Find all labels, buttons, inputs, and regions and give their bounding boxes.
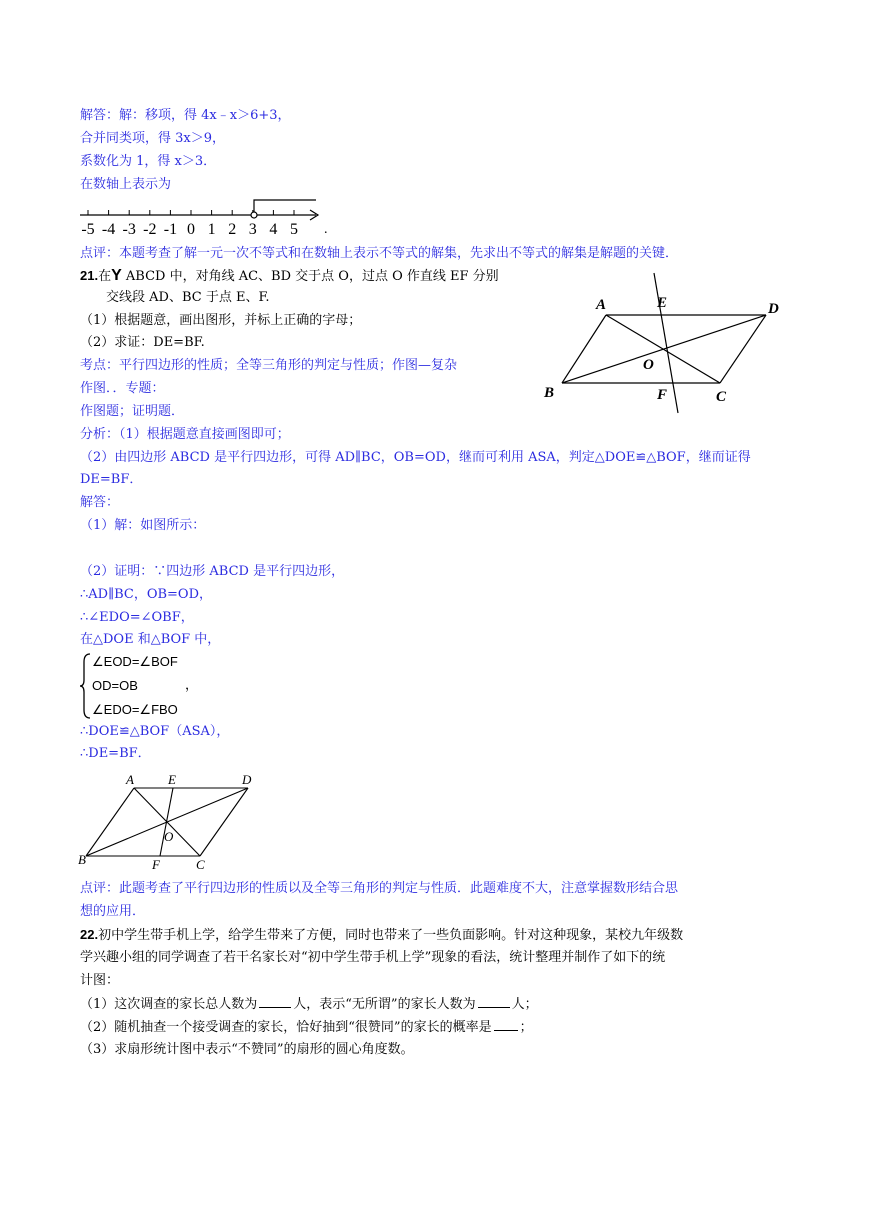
q21-analysis-2: （2）由四边形 ABCD 是平行四边形，可得 AD∥BC，OB=OD，继而可利用 ASA，判定△DOE≌△BOF，继而证得 bbox=[80, 450, 751, 465]
solution-line-3: 系数化为 1，得 x＞3． bbox=[80, 154, 217, 169]
q21-analysis-1: 分析：（1）根据题意直接画图即可； bbox=[80, 427, 290, 442]
q22-line-3: 计图： bbox=[80, 973, 120, 988]
parallelogram-figure-answer bbox=[76, 770, 266, 875]
equation-row-3: ∠EDO=∠FBO bbox=[92, 702, 178, 717]
parallelogram-figure-question bbox=[540, 265, 800, 415]
q21-zhuanti: 作图题；证明题． bbox=[80, 404, 185, 419]
q21-line-1 bbox=[80, 267, 499, 286]
label-F: F bbox=[657, 387, 668, 403]
q21-answer-5: 在△DOE 和△BOF 中， bbox=[80, 632, 221, 647]
label-O: O bbox=[643, 357, 654, 373]
equation-row-2: OD=OB bbox=[92, 678, 138, 693]
q21-answer-7: ∴DE=BF． bbox=[80, 746, 151, 761]
equation-row-1: ∠EOD=∠BOF bbox=[92, 654, 178, 669]
answer-label-D: D bbox=[242, 772, 252, 787]
answer-label-F: F bbox=[152, 857, 160, 872]
answer-label-C: C bbox=[196, 857, 205, 872]
q21-kaodian-1: 考点：平行四边形的性质；全等三角形的判定与性质；作图—复杂 bbox=[80, 358, 458, 373]
q21-answer-1: （1）解：如图所示： bbox=[80, 518, 206, 533]
number-line-tick-label: 3 bbox=[248, 221, 257, 238]
number-line-tick-label: 0 bbox=[187, 221, 195, 238]
q21-part-2: （2）求证：DE=BF. bbox=[80, 335, 205, 350]
equation-brace bbox=[78, 652, 92, 720]
q21-answer-6: ∴DOE≌△BOF（ASA）， bbox=[80, 724, 230, 739]
q21-answer-2: （2）证明：∵四边形 ABCD 是平行四边形， bbox=[80, 564, 345, 579]
solution20-comment: 点评：本题考查了解一元一次不等式和在数轴上表示不等式的解集，先求出不等式的解集是解题的关键． bbox=[80, 246, 679, 261]
q22-line-2: 学兴趣小组的同学调查了若干名家长对“初中学生带手机上学”现象的看法，统计整理并制作了如下的统 bbox=[80, 950, 666, 965]
answer-blank-probability[interactable] bbox=[494, 1018, 518, 1031]
q21-analysis-3: DE=BF． bbox=[80, 472, 143, 487]
solution-line-4: 在数轴上表示为 bbox=[80, 177, 172, 192]
answer-blank-indifferent[interactable] bbox=[478, 995, 510, 1008]
answer-label-A: A bbox=[126, 772, 134, 787]
q21-comment-1: 点评：此题考查了平行四边形的性质以及全等三角形的判定与性质．此题难度不大，注意掌握数形结合思 bbox=[80, 881, 679, 896]
answer-blank-total[interactable] bbox=[259, 995, 291, 1008]
q21-line-2: 交线段 AD、BC 于点 E、F. bbox=[106, 290, 270, 305]
label-B: B bbox=[544, 385, 555, 401]
label-D: D bbox=[768, 301, 779, 317]
q22-number: 22. bbox=[80, 927, 99, 942]
number-line-tick-label: -5 bbox=[81, 221, 95, 238]
answer-label-E: E bbox=[168, 772, 176, 787]
q21-part-1: （1）根据题意，画出图形，并标上正确的字母； bbox=[80, 313, 362, 328]
q22-part-1 bbox=[80, 995, 538, 1014]
q21-post: ABCD 中，对角线 AC、BD 交于点 O，过点 O 作直线 EF 分别 bbox=[121, 269, 499, 284]
solution-line-2: 合并同类项，得 3x＞9， bbox=[80, 131, 226, 146]
label-A: A bbox=[596, 297, 607, 313]
q21-kaodian-2: 作图．．专题： bbox=[80, 381, 165, 396]
q22-part-1-b: 人，表示“无所谓”的家长人数为 bbox=[293, 997, 476, 1012]
parallelogram-symbol: Y bbox=[111, 267, 122, 284]
number-line-tick-label: -2 bbox=[143, 221, 157, 238]
number-line-tick-label: -3 bbox=[122, 221, 136, 238]
number-line-tick-label: -4 bbox=[101, 221, 116, 238]
number-line-tick-label: 4 bbox=[269, 221, 278, 238]
q22-part-3: （3）求扇形统计图中表示“不赞同”的扇形的圆心角度数。 bbox=[80, 1042, 414, 1057]
q22-part-2-a: （2）随机抽查一个接受调查的家长，恰好抽到“很赞同”的家长的概率是 bbox=[80, 1020, 492, 1035]
q22-part-1-c: 人； bbox=[511, 997, 538, 1012]
number-line-tick-label: 2 bbox=[228, 221, 237, 238]
q21-comment-2: 想的应用． bbox=[80, 904, 146, 919]
answer-label-B: B bbox=[78, 852, 86, 867]
label-C: C bbox=[716, 389, 727, 405]
q22-part-1-a: （1）这次调查的家长总人数为 bbox=[80, 997, 258, 1012]
q21-number: 21. bbox=[80, 268, 99, 283]
q22-text-1: 初中学生带手机上学，给学生带来了方便，同时也带来了一些负面影响。针对这种现象，某校九年级数 bbox=[98, 928, 684, 943]
number-line-suffix: . bbox=[324, 222, 328, 237]
q22-part-2 bbox=[80, 1018, 533, 1037]
q21-answer-3: ∴AD∥BC，OB=OD， bbox=[80, 587, 213, 602]
number-line-tick-label: -1 bbox=[163, 221, 178, 238]
q21-answer-4: ∴∠EDO=∠OBF， bbox=[80, 610, 194, 625]
q21-answer-label: 解答： bbox=[80, 495, 120, 510]
q21-pre: 在 bbox=[98, 269, 112, 284]
label-E: E bbox=[657, 295, 668, 311]
number-line-tick-label: 1 bbox=[207, 221, 216, 238]
q22-line-1 bbox=[80, 926, 683, 945]
number-line-figure bbox=[76, 195, 336, 240]
solution-line-1: 解答：解：移项，得 4x﹣x＞6+3， bbox=[80, 108, 291, 123]
q22-part-2-b: ； bbox=[519, 1020, 533, 1035]
answer-label-O: O bbox=[164, 829, 174, 844]
equation-comma: ， bbox=[185, 678, 199, 693]
number-line-tick-label: 5 bbox=[290, 221, 298, 238]
